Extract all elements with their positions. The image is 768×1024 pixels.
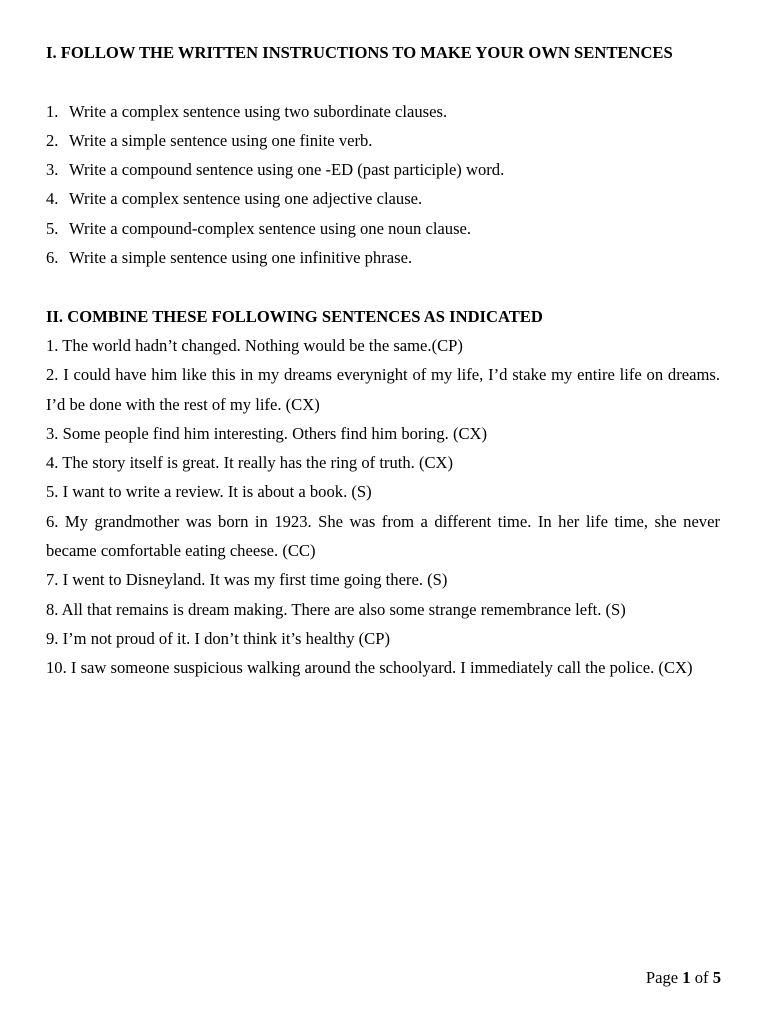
exercise-item: 4. The story itself is great. It really has the ring of truth. (CX) — [46, 453, 454, 473]
exercise-item: 3. Some people find him interesting. Others find him boring. (CX) — [46, 423, 488, 443]
exercise-item: 7. I went to Disneyland. It was my first time going there. (S) — [46, 570, 448, 590]
exercise-item: 1. The world hadn’t changed. Nothing would be the same.(CP) — [46, 335, 463, 355]
section-1-heading: I. FOLLOW THE WRITTEN INSTRUCTIONS TO MAKE YOUR OWN SENTENCES — [46, 43, 673, 62]
of-label: of — [694, 968, 709, 987]
instruction-item: 3. Write a compound sentence using one -ED (past participle) word. — [46, 160, 505, 180]
section-2-heading: II. COMBINE THESE FOLLOWING SENTENCES AS INDICATED — [46, 306, 543, 326]
page-number — [646, 963, 721, 992]
instruction-item: 6. Write a simple sentence using one infinitive phrase. — [46, 248, 413, 268]
exercise-item: 8. All that remains is dream making. There are also some strange remembrance left. (S) — [46, 599, 626, 619]
exercise-item: 10. I saw someone suspicious walking around the schoolyard. I immediately call the police. (CX) — [46, 658, 693, 678]
spacer — [46, 67, 720, 96]
spacer — [46, 272, 720, 301]
instruction-item: 5. Write a compound-complex sentence using one noun clause. — [46, 218, 472, 238]
exercise-item: 9. I’m not proud of it. I don’t think it’s healthy (CP) — [46, 628, 390, 648]
section-2-list — [46, 331, 720, 683]
document-page — [46, 38, 720, 683]
instruction-item: 2. Write a simple sentence using one finite verb. — [46, 130, 373, 150]
page-label: Page — [645, 968, 679, 987]
exercise-item: 5. I want to write a review. It is about a book. (S) — [46, 482, 372, 502]
exercise-item: 2. I could have him like this in my dreams everynight of my life, I’d stake my entire life on dreams. I’d be done with the rest of my life. (CX) — [46, 365, 720, 414]
total-pages-number: 5 — [712, 968, 721, 987]
instruction-item: 4. Write a complex sentence using one adjective clause. — [46, 189, 423, 209]
section-1-list — [46, 97, 720, 273]
exercise-item: 6. My grandmother was born in 1923. She was from a different time. In her life time, she never became comfortable eating cheese. (CC) — [46, 511, 720, 561]
instruction-item: 1. Write a complex sentence using two subordinate clauses. — [46, 101, 448, 121]
current-page-number: 1 — [682, 968, 691, 987]
